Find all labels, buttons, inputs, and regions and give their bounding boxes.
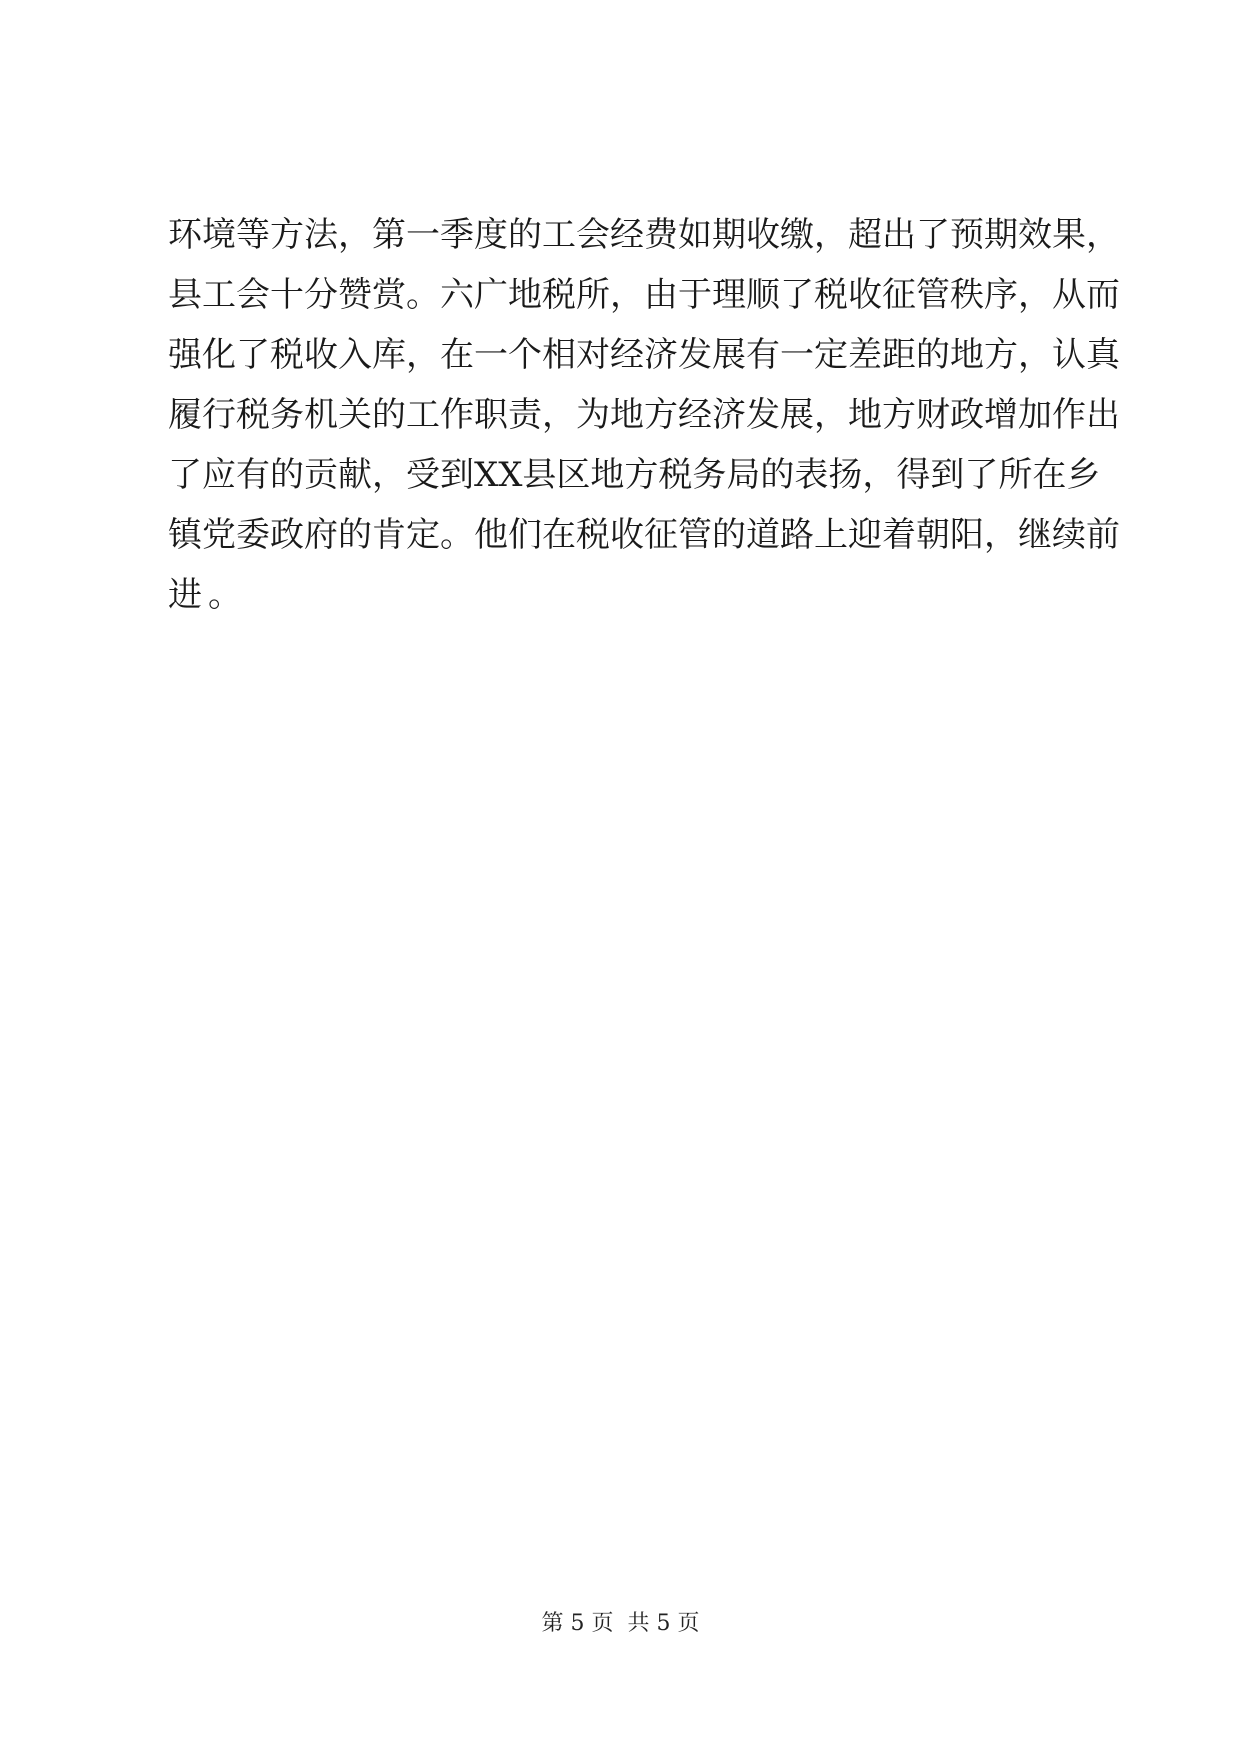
paragraph-line: 履行税务机关的工作职责，为地方经济发展，地方财政增加作出 [168,395,1120,435]
paragraph-line: 县工会十分赞赏。六广地税所，由于理顺了税收征管秩序，从而 [168,275,1120,315]
paragraph-line: 了应有的贡献，受到XX县区地方税务局的表扬，得到了所在乡 [168,455,1101,495]
body-paragraph [168,205,1120,625]
paragraph-line: 强化了税收入库，在一个相对经济发展有一定差距的地方，认真 [168,335,1120,375]
paragraph-line: 进。 [168,575,248,615]
paragraph-line: 镇党委政府的肯定。他们在税收征管的道路上迎着朝阳，继续前 [168,515,1120,555]
paragraph-line: 环境等方法，第一季度的工会经费如期收缴，超出了预期效果， [168,215,1120,255]
page-footer: 第 5 页 共 5 页 [541,1611,700,1636]
